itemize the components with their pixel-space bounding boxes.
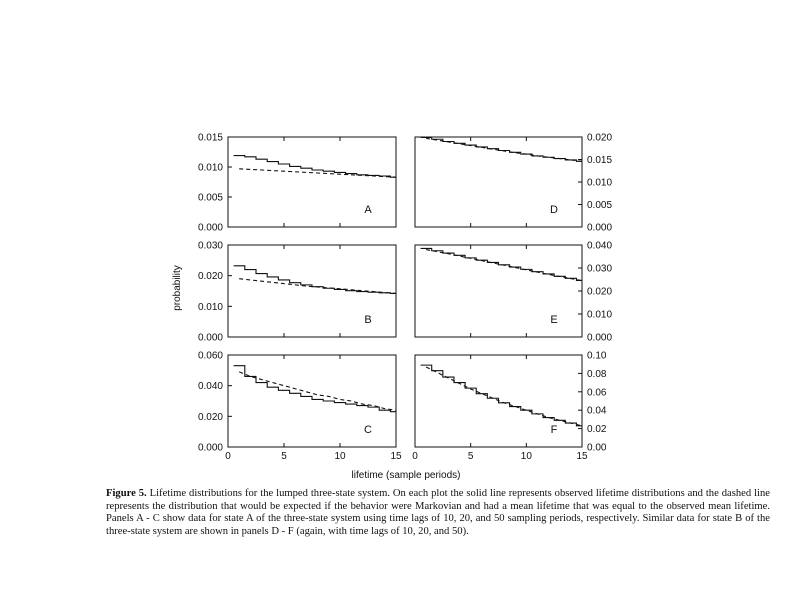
y-tick-label: 0.010 — [587, 177, 613, 189]
y-tick-label: 0.015 — [587, 155, 613, 166]
y-tick-label: 0.02 — [587, 424, 607, 436]
y-tick-label: 0.000 — [197, 442, 223, 454]
x-tick-label: 0 — [412, 451, 418, 462]
x-tick-label: 0 — [225, 451, 231, 462]
panel-f — [412, 351, 607, 463]
y-tick-label: 0.040 — [587, 240, 613, 252]
series-line-observed — [421, 365, 582, 426]
panel-e — [415, 241, 612, 344]
series-line-markov — [426, 367, 582, 426]
panel-d — [415, 133, 612, 234]
y-tick-label: 0.040 — [197, 381, 223, 393]
series-line-observed — [421, 137, 582, 161]
panel-grid — [198, 133, 612, 463]
y-tick-label: 0.000 — [197, 222, 223, 234]
y-tick-label: 0.015 — [197, 132, 223, 144]
x-axis-title: lifetime (sample periods) — [351, 470, 461, 481]
y-tick-label: 0.005 — [197, 192, 223, 204]
series-line-observed — [234, 156, 396, 178]
y-tick-label: 0.000 — [197, 332, 223, 344]
panel-letter-f: F — [550, 424, 558, 436]
series-line-markov — [426, 138, 582, 161]
y-tick-label: 0.020 — [197, 271, 223, 283]
x-tick-label: 5 — [281, 451, 287, 462]
x-tick-label: 10 — [334, 451, 346, 462]
panel-b — [198, 241, 396, 344]
y-axis-title: probability — [172, 265, 183, 311]
y-tick-label: 0.060 — [197, 350, 223, 362]
series-line-observed — [234, 266, 396, 294]
y-tick-label: 0.000 — [587, 332, 613, 344]
y-tick-label: 0.10 — [587, 350, 607, 362]
series-line-markov — [239, 372, 396, 410]
y-tick-label: 0.00 — [587, 442, 607, 454]
y-tick-label: 0.010 — [587, 309, 613, 321]
y-tick-label: 0.020 — [587, 286, 613, 298]
y-tick-label: 0.08 — [587, 368, 607, 380]
y-tick-label: 0.04 — [587, 405, 607, 417]
panel-letter-d: D — [550, 204, 558, 216]
y-tick-label: 0.020 — [197, 411, 223, 423]
x-tick-label: 15 — [390, 451, 402, 462]
panel-a — [198, 133, 396, 234]
panel-letter-c: C — [364, 424, 372, 436]
y-tick-label: 0.06 — [587, 387, 607, 399]
x-tick-label: 5 — [467, 451, 474, 462]
panel-letter-e: E — [550, 314, 558, 326]
panel-c — [198, 351, 402, 463]
y-tick-label: 0.005 — [587, 200, 613, 211]
y-tick-label: 0.010 — [197, 162, 223, 174]
y-tick-label: 0.000 — [587, 222, 613, 234]
caption-text: Lifetime distributions for the lumped three-state system. On each plot the solid line represents observed lifetime distributions and the dashed line represents the distribution that would be expected if the behavior were Markovian and had a mean lifetime that was equal to the observed mean lifetime. Panels A - C show data for state A of the three-state system using time lags of 10, 20, and 50 sampling periods, respectively. Similar data for state B of the three-state system are shown in panels D - F (again, with time lags of 10, 20, and 50). — [106, 488, 770, 537]
y-tick-label: 0.020 — [587, 132, 613, 144]
y-tick-label: 0.030 — [197, 240, 223, 252]
y-tick-label: 0.010 — [197, 301, 223, 313]
series-line-markov — [239, 279, 396, 294]
x-tick-label: 10 — [520, 451, 532, 462]
caption-label: Figure 5. — [106, 488, 147, 499]
series-line-markov — [426, 250, 582, 281]
panel-letter-b: B — [364, 314, 372, 326]
figure-caption — [106, 488, 770, 538]
panel-letter-a: A — [364, 204, 372, 216]
y-tick-label: 0.030 — [587, 263, 613, 275]
x-tick-label: 15 — [576, 451, 588, 462]
